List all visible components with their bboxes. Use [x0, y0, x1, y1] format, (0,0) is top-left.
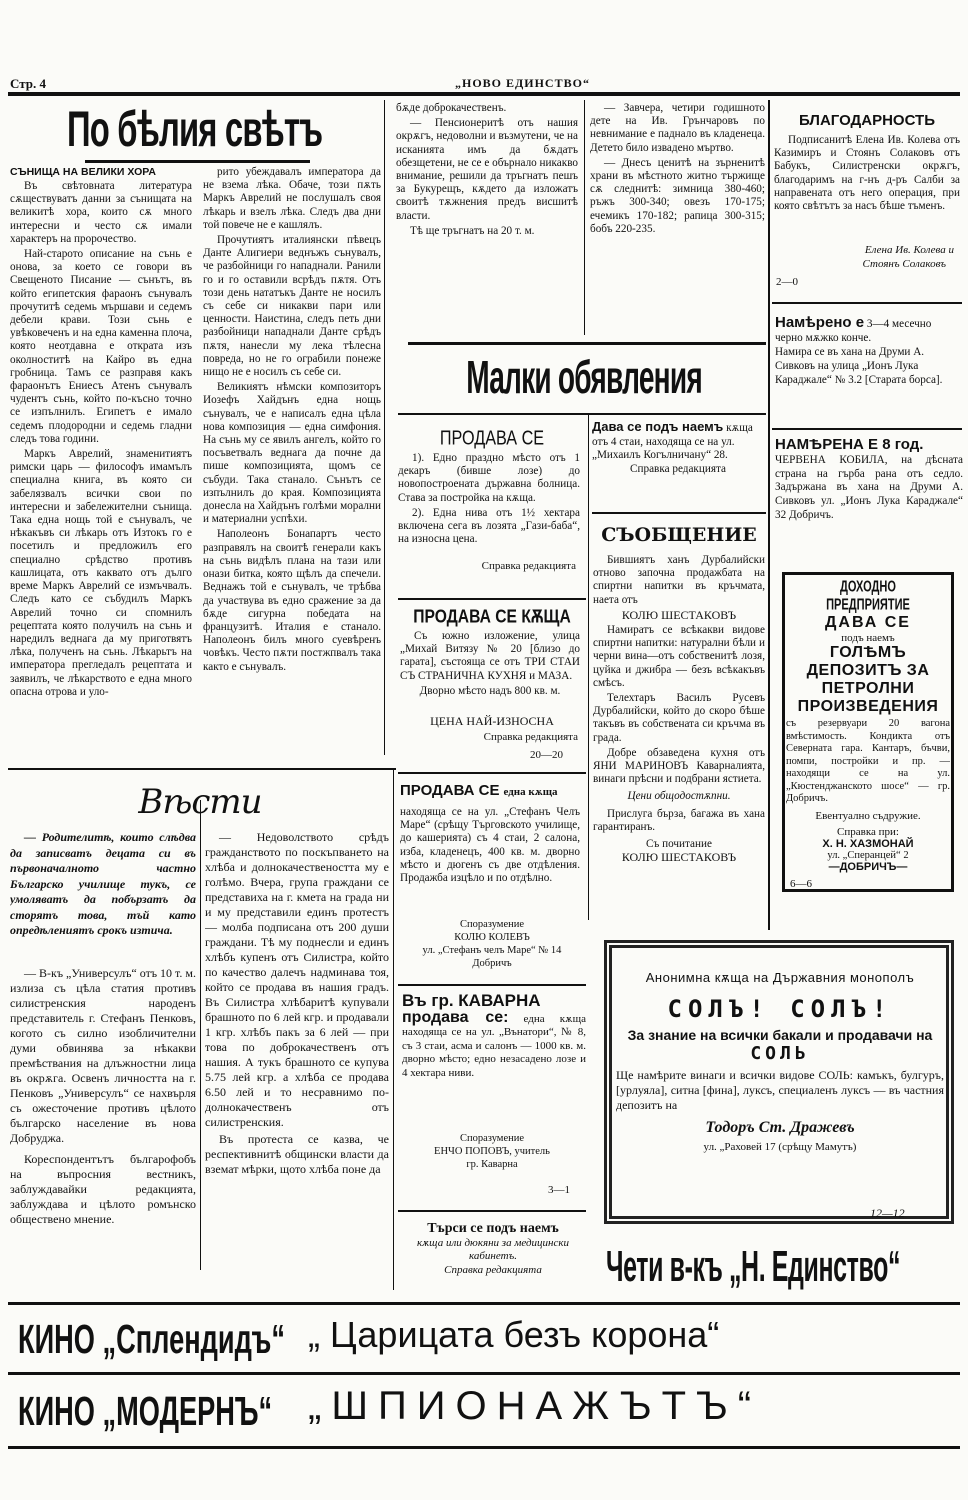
cinema-rule	[8, 1372, 960, 1375]
news-column-1: — В-къ „Универсулъ“ отъ 10 т. м. излиза съ цѣла статия противъ силистренския народенъ представитель г. Стефанъ Пенковъ, когото съ силно изобличителни думи обвинява за нѣкакви премѣствания на длъжностни лица въ окрѫга. Освенъ личността на г. Пенковъ „Универсулъ“ се нахвърля съ ожесточение противъ цѣлото българско население въ нова Добруджа. Кореспондентътъ българофобъ на въпросния вестникъ, заблуждавайки редакцията, заблуждава и цѣлото ромънско обществено мнение.	[10, 966, 196, 1226]
world-column-2: рито убеждавалъ императора да не взема лѣка. Обаче, този пѫть Маркъ Аврелий не послушалъ своя лѣкарь и взелъ лѣка. Следъ два дни той повече не е кашлялъ. Прочутиятъ италиянски пѣвецъ Данте Алигиери веднъжъ сънувалъ, че разбойници го нападнали. Ранили го и го оставили всрѣдъ пѫтя. Отъ този день нататъкъ Данте не носилъ съ себе си никакви пари или ценности. Наистина, следъ петь дни разбойници нападнали Данте срѣдъ пѫтя, нанесли му лека тѣлесна повреда, но не го ограбили понеже нищо не е носилъ съ себе си. Великиятъ нѣмски композиторъ Иозефъ Хайдънъ една нощь сънувалъ, че е написалъ една цѣла нова композиция — една симфония. На сънь му се явилъ ангелъ, който го посъветвалъ веднага да почне да пише композицията, щомъ се събуди. Така станало. Сънътъ се изпълнилъ до края. Композицията донесла на Хайдънъ голѣми морални и материални успѣхи. Наполеонъ Бонапартъ често разправялъ на своитѣ генерали какъ на сънь видѣлъ плана на тази или онази битка, която щѣлъ да спечели. Веднажъ той е сънувалъ, че трѣбва да участвува въ едно сражение за да бѫде сигурна победата на французитѣ. Италия е станало. Наполеонъ билъ много суевѣренъ човѣкъ. Често пѫти постжпвалъ така както е сънувалъ.	[203, 166, 381, 673]
read-banner: Чети в-къ „Н. Единство“	[606, 1242, 901, 1291]
found-horse-ad: Намѣрено е 3—4 месечно черно мѫжко конче. Намира се въ хана на Друми А. Сивковъ на улица „Ионъ Лука Караджале“ № 3.2 [Старата борса].	[775, 316, 943, 386]
section-rule	[408, 342, 766, 345]
page-number: Стр. 4	[10, 76, 46, 91]
thanks-title: БЛАГОДАРНОСТЬ	[799, 112, 935, 129]
col-rule	[200, 800, 201, 1270]
cinema-rule	[8, 1302, 960, 1305]
news-column-3: бѫде доброкачественъ. — Пенсионеритѣ отъ нашия окрѫгъ, недоволни и възмутени, че на исканията имъ да бѫдатъ обезщетени, не се е обърнало никакво внимание, решили да тръгнатъ пешъ за Букурещъ, кѫдето да изложатъ своитѣ тѫжнения предъ висшитѣ власти. Тѣ ще тръгнатъ на 20 т. м.	[396, 102, 578, 237]
paper-name: „НОВО ЕДИНСТВО“	[455, 76, 590, 90]
col-rule	[588, 415, 589, 920]
cinema-splendid: КИНО „Сплендидъ“ „ Царицата безъ корона“	[18, 1314, 720, 1363]
cinema-modern: КИНО „МОДЕРНЪ“ „ШПИОНАЖЪТЪ“	[18, 1384, 762, 1435]
col-rule	[768, 100, 770, 930]
thanks-text: Подписанитѣ Елена Ив. Колева отъ Казимиръ и Стоянъ Солаковъ отъ Бабукъ, Силистренски окрѫгъ, благодаримъ на г-нъ д-ръ Салби за направената отъ него операция, при която свѣтътъ за насъ бѣше тъменъ.	[774, 134, 960, 213]
rental-number: 6—6	[790, 878, 812, 890]
thanks-sign-1: Елена Ив. Колева и	[864, 244, 954, 256]
sale2-price: ЦЕНА НАЙ-ИЗНОСНА	[430, 714, 554, 728]
col-rule	[393, 770, 394, 1290]
news-title: Вѣсти	[138, 782, 262, 822]
section-rule	[398, 772, 586, 774]
section-rule	[398, 1210, 586, 1212]
sale2-ref: Справка редакцията	[483, 731, 578, 743]
thanks-number: 2—0	[776, 276, 798, 288]
sale2-text: Съ южно изложение, улица „Михай Витязу № 20 [близо до гарата], състояща се отъ ТРИ СТАИ СЪ СТРАНИЧНА КУХНЯ и МАЗА. Дворно мѣсто надъ 800 кв. м.	[400, 630, 580, 697]
world-section-title: По бѣлия свѣтъ	[67, 102, 323, 157]
col-rule	[584, 100, 585, 335]
sale3-text: находяща се на ул. „Стефанъ Челъ Маре“ (срѣщу Търговското училище, до кашерията) съ 4 стаи, 2 салона, изба, кладенецъ, 400 кв. м. дворно мѣсто и дюгенъ съ две отдѣления. Продажба изцѣло и по отдѣлно.	[400, 806, 580, 885]
header-rule	[8, 92, 960, 96]
news-column-4: — Завчера, четири годишното дете на Ив. Грънчаровъ по невнимание е паднало въ кладенеца. Детето било извадено мъртво. — Днесъ ценитѣ на зърненитѣ храни въ мѣстното житно тържище сѫ следнитѣ: зимница 380-460; ръжъ 300-340; овезъ 170-175; ечемикъ 170-182; рапица 300-315; бобъ 220-235.	[590, 102, 765, 235]
rent-ad: Дава се подъ наемъ кѫща отъ 4 стаи, находяща се на ул. „Михаилъ Когълничану“ 28. Справка редакцията	[592, 420, 753, 475]
section-rule	[592, 512, 766, 514]
sale4-number: 3—1	[548, 1184, 570, 1196]
section-rule	[772, 428, 962, 430]
section-rule	[8, 768, 396, 770]
sale2-title: ПРОДАВА СЕ КѪЩА	[413, 606, 571, 627]
salt-ad: Анонимна кѫща на Държавния монополъ СОЛЪ! СОЛЪ! За знание на всички бакали и продавачи на СОЛЬ Ще намѣрите винаги и всички видове СОЛЬ: камъкъ, булгуръ, [урлуяла], ситна [фина], луксъ, специаленъ луксъ — въ частния депозитъ на Тодоръ Ст. Дражевъ ул. „Раховей 17 (срѣщу Мамутъ)	[616, 970, 944, 1153]
sale4-ad: Въ гр. КАВАРНА продава се: една кѫща находяща се на ул. „Вънатори“, № 8, съ 3 стаи, асма и салонъ — 1000 кв. м. дворно мѣсто; едно незасадено лозе и 4 хектара ниви.	[402, 994, 586, 1079]
found-mare-ad: НАМѢРЕНА Е 8 год. ЧЕРВЕНА КОБИЛА, на дѣсната страна на гърба рана отъ седло. Задържана въ хана на Друми А. Сивковъ ул. „Ионъ Лука Караджале“ 32 Добричъ.	[775, 438, 963, 521]
sale4-contact: Споразумение ЕНЧО ПОПОВЪ, учитель гр. Каварна	[434, 1133, 550, 1170]
small-ads-title: Малки обявления	[466, 350, 702, 404]
world-subtitle: СЪНИЩА НА ВЕЛИКИ ХОРА	[10, 166, 156, 178]
col-rule	[384, 100, 385, 755]
rental-ad: ДОХОДНО ПРЕДПРИЯТИЕ ДАВА СЕ подъ наемъ ГОЛѢМЪ ДЕПОЗИТЪ ЗА ПЕТРОЛНИ ПРОИЗВЕДЕНИЯ съ резервуари 20 вагона вмѣстимость. Кондикта отъ Северната гара. Кантаръ, бъчви, помпи, постройки и пр. — находящи се на ул. „Кюстенджанското шосе“ — гр. Добричъ. Евентуално съдружие. Справка при: Х. Н. ХАЗМОНАЙ ул. „Сперанцей“ 2 —ДОБРИЧЪ—	[786, 580, 950, 873]
cinema-rule	[8, 1446, 960, 1449]
salt-number: 12—12	[870, 1206, 905, 1220]
sale1-title: ПРОДАВА СЕ	[439, 426, 545, 449]
sale2-number: 20—20	[530, 749, 563, 761]
sale3-title: ПРОДАВА СЕ една кѫща	[400, 782, 558, 799]
notice-title: СЪОБЩЕНИЕ	[601, 524, 757, 546]
sale3-contact: Споразумение КОЛЮ КОЛЕВЪ ул. „Стефанъ челъ Маре“ № 14 Добричъ	[422, 919, 562, 969]
title-underline	[85, 160, 310, 163]
section-rule	[398, 598, 586, 600]
section-rule	[772, 302, 962, 304]
news-column-2: — Недоволството срѣдъ гражданството по поскъпването на хлѣба и долнокачествеността му е голѣмо. Вчера, група граждани се представиха на г. кмета на града ни и му представили единъ протестъ — молба подписана отъ 200 души граждани. Тѣ му поднесли и единъ хлѣбъ купенъ отъ Силистра, който по качество далечъ надминава тоя, който се продава въ нашия градъ. Въ Силистра хлѣбаритѣ купували брашното по 6 лей кгр. и продавали 1 кгр. хлѣбъ пакъ за 6 лей — при това по доброкачественъ отъ нашия. А тукъ брашното се купува 5.75 лей кгр. а хлѣба се продава 6.50 лей и то несравнимо по-долнокачественъ отъ силистренския. Въ протеста се казва, че респективнитѣ общински власти да вземат мѣрки, щото хлѣба поне да	[205, 830, 389, 1176]
section-rule	[398, 413, 766, 415]
world-column-1: Въ свѣтовната литература сѫществуватъ данни за сънищата на великитѣ хора, които сѫ много интересни и често сѫ имали характеръ на пророчество. Най-старото описание на сънь е онова, за което се говори въ Свещеното Писание — сънътъ, въ който египетския фараонъ сънувалъ прочутитѣ седемь мършави и седемъ дебели крави. Този сънь е увѣковеченъ и на една каменна плоча, която неотдавна е открата изъ околноститѣ на Кайро въ една гробница. Тамъ се разправя какъ фараонътъ Ениесъ Атенъ сънувалъ чудентъ сънь, който по-късно точно се изпълнилъ. Египетъ е имало седемъ плодородни и седемь гладни следъ това години. Маркъ Аврелий, знаменитиятъ римски царь — философъ имамълъ специална книга, въ която си забелязвалъ всички свои по интересни и забележителни сънища. Така една нощь той е сънувалъ, че нѣкакъвъ си лѣкарь отъ Изтокъ го е посетилъ и предложилъ его специално срѣдство противъ кашлицата, отъ каквато отъ дълго време Маркъ Аврелий се измъчвалъ. Следъ като се събудилъ Маркъ Аврелий точно си спомнилъ рецептата която получилъ на сънь и наредилъ веднага да му приготвятъ лѣка, полученъ на сънь. Лѣкарьтъ на императора прегледалъ рецептата и заявилъ, че лѣкарството е една много опасна отрова и уло-	[10, 180, 192, 698]
sale1-ref: Справка редакцията	[481, 560, 576, 572]
section-rule	[398, 984, 586, 986]
thanks-sign-2: Стоянъ Солаковъ	[862, 258, 946, 270]
search-ad: Търси се подъ наемъ кѫща или дюкяни за медицински кабинетъ. Справка редакцията	[416, 1222, 570, 1276]
notice-text: Бившиятъ ханъ Дурбалийски отново започна продажбата на спиртни напитки въ кръчмата, наета отъ КОЛЮ ШЕСТАКОВЪ Намиратъ се всѣкакви видове спиртни напитки: натурални бѣли и черни вина—отъ собственитѣ лозя, цуйка и джибра — безъ всѣкакъвъ смѣсъ. Телехтаръ Василъ Русевъ Дурбалийски, който до скоро бѣше такъвъ въ собствената си кръчма въ града. Добре обзаведена кухня отъ ЯНИ МАРИНОВЪ Каварналията, винаги прѣсни и подбрани ястиета. Цени общодостѫпни. Прислуга бърза, багажа въ хана гарантиранъ. Съ почитание КОЛЮ ШЕСТАКОВЪ	[593, 554, 765, 865]
sale1-text: 1). Едно праздно мѣсто отъ 1 декаръ (бивше лозе) до новопостроената държавна болница. Става за постройка на кѫща. 2). Една нива отъ 1½ хектара включена сега въ лозята „Гази-баба“, на износна цена.	[398, 452, 580, 546]
news-school-notice: — Родителитѣ, които слѣдва да записватъ децата си въ първоначалното частно Българско училище тукъ, се умоляватъ да побързатъ да сторятъ това, тъй като опредѣлениятъ срокъ изтича.	[10, 830, 196, 937]
